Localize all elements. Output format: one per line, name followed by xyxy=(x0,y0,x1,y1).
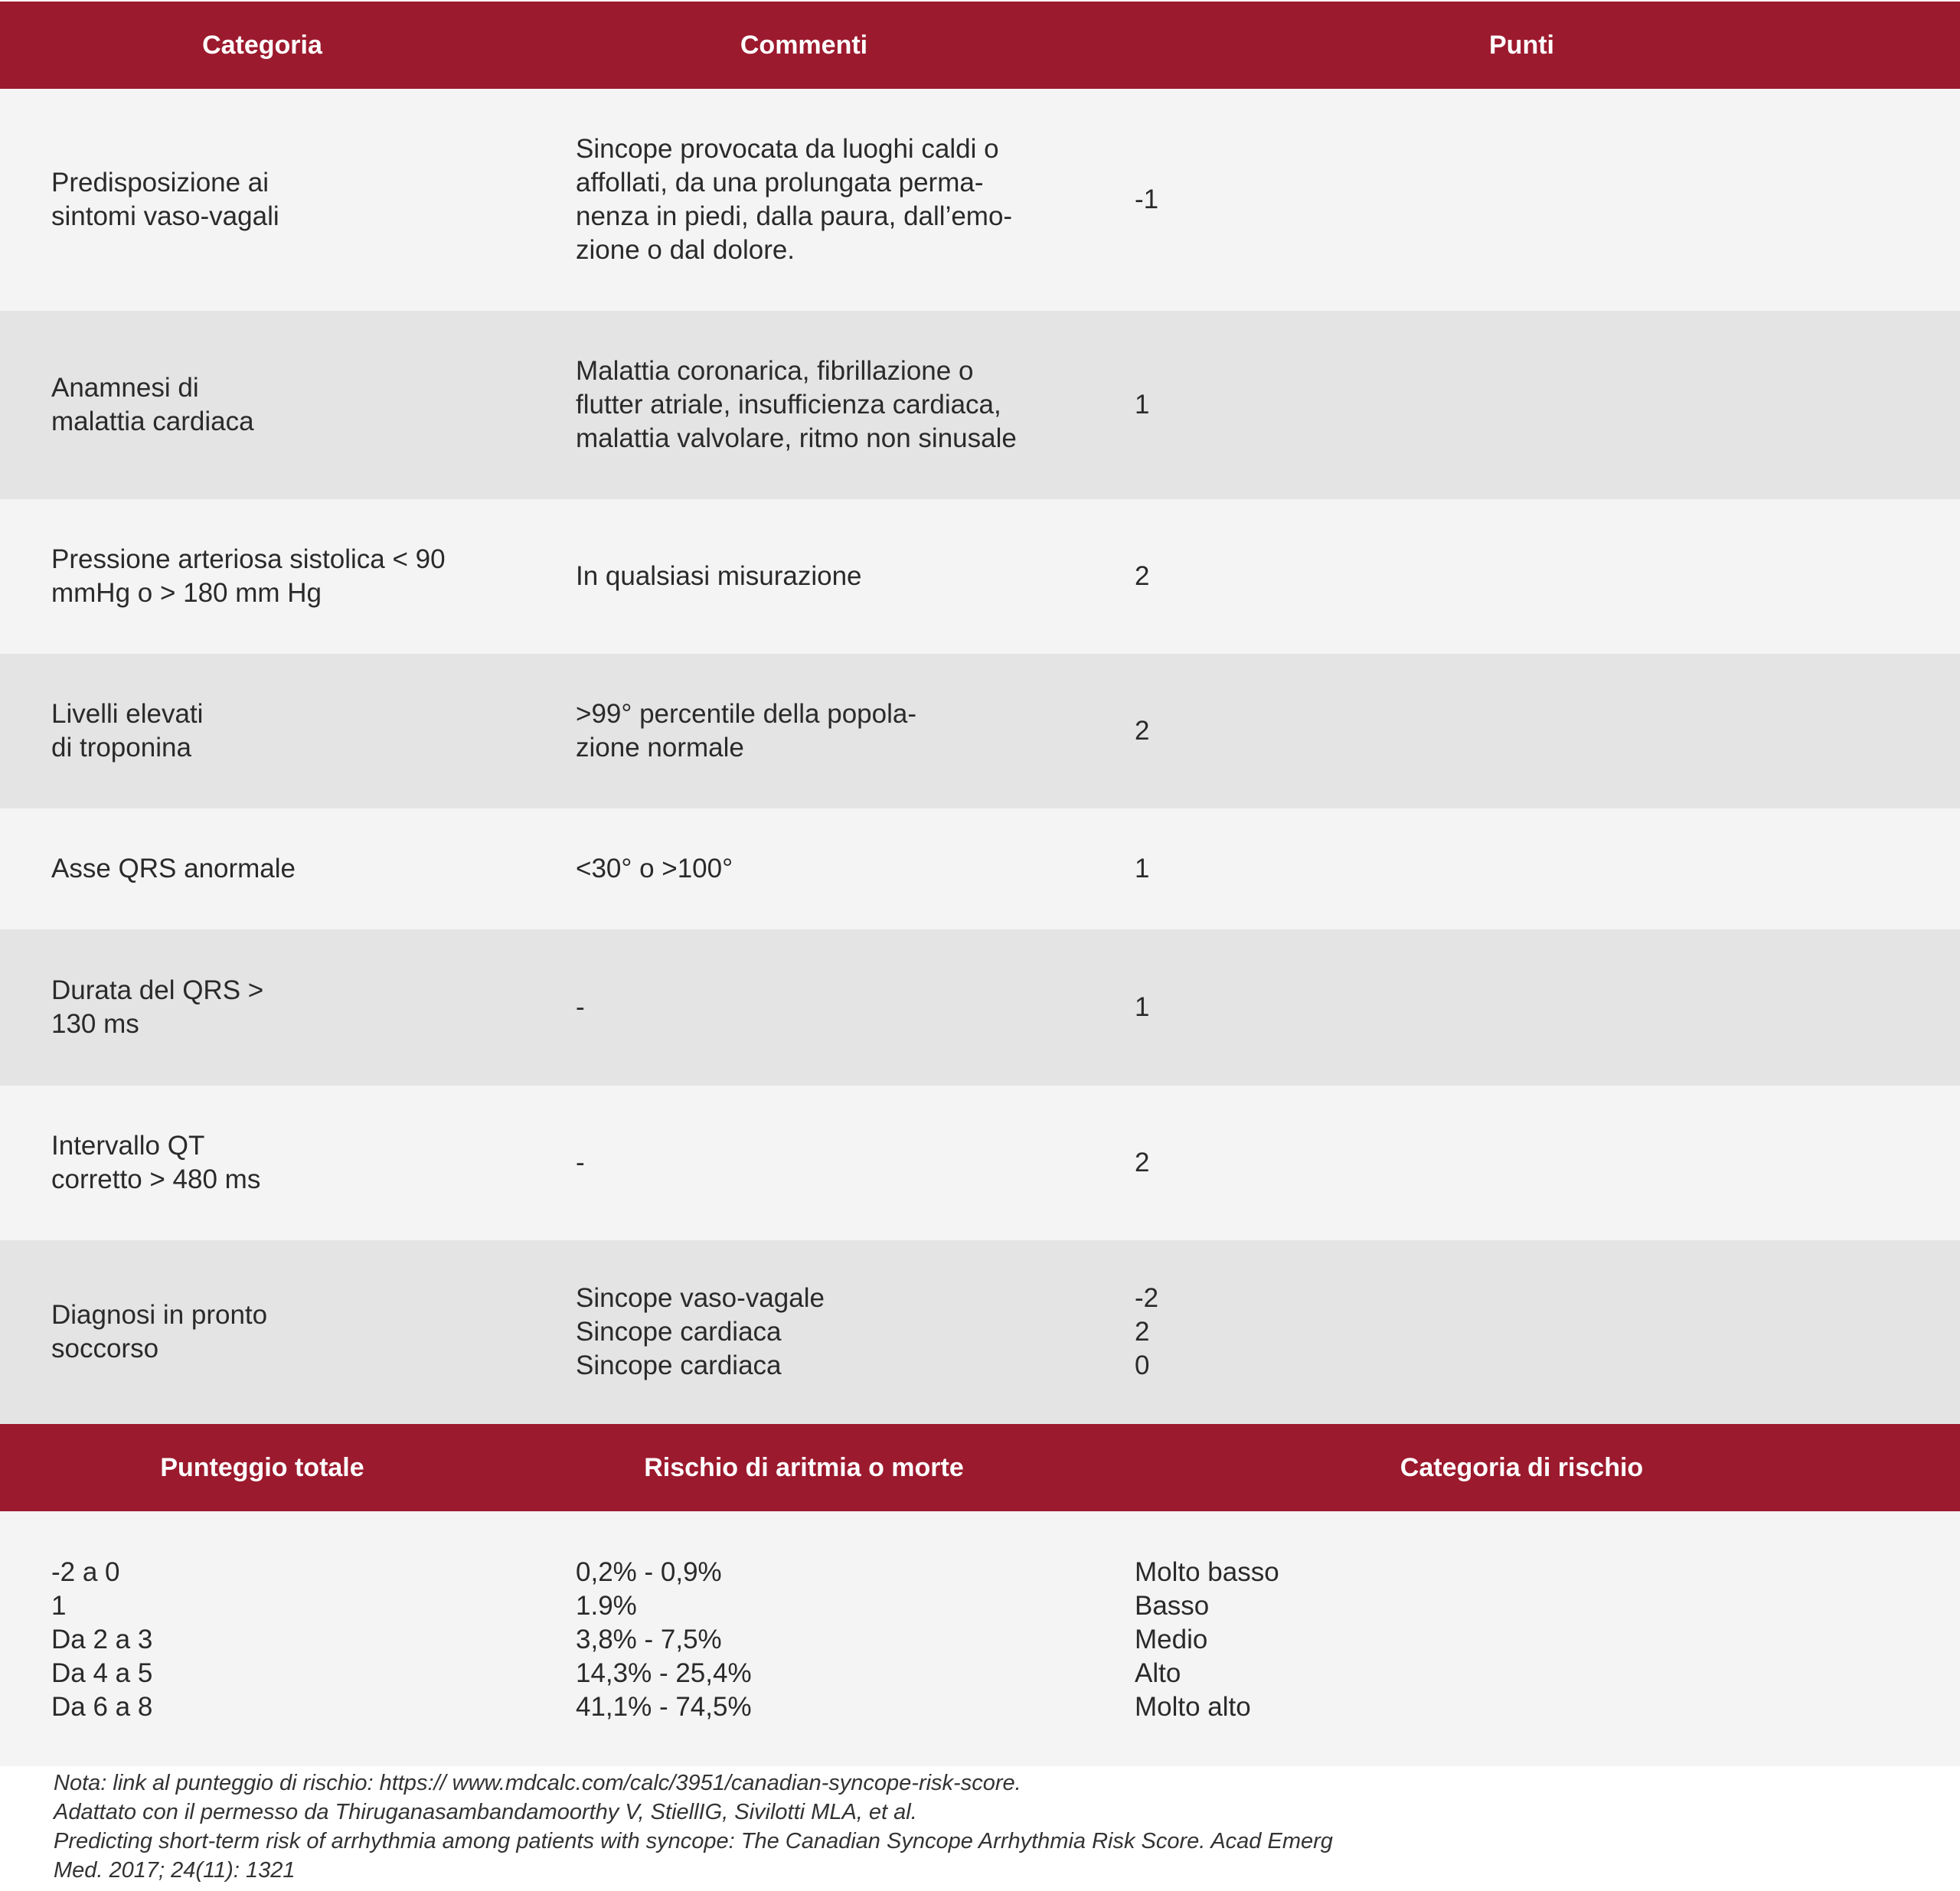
row-comment xyxy=(576,1282,1050,1383)
main-table-header xyxy=(0,2,1960,89)
header-risk: Rischio di aritmia o morte xyxy=(644,1452,964,1482)
row-comment-line: In qualsiasi misurazione xyxy=(576,561,862,591)
score-table-header xyxy=(0,1424,1960,1511)
row-comment-line: Sincope cardiaca xyxy=(576,1350,782,1380)
row-points-line: -1 xyxy=(1135,185,1159,214)
total-score-value: -2 a 0 xyxy=(51,1557,120,1587)
row-category-line: sintomi vaso-vagali xyxy=(51,201,279,231)
risk-category-value: Molto alto xyxy=(1135,1692,1251,1722)
row-category xyxy=(51,371,511,439)
table-row xyxy=(0,808,1960,929)
footnote-line: Adattato con il permesso da Thiruganasambandamoorthy V, StiellIG, Sivilotti MLA, et al. xyxy=(54,1800,917,1824)
row-points-line: 1 xyxy=(1135,992,1150,1022)
row-category-line: Durata del QRS > xyxy=(51,975,264,1005)
table-row xyxy=(0,89,1960,311)
row-category-line: di troponina xyxy=(51,733,191,763)
table-row xyxy=(0,1086,1960,1240)
header-category: Categoria xyxy=(202,30,322,60)
risk-value: 1.9% xyxy=(576,1591,637,1621)
row-comment-line: malattia valvolare, ritmo non sinusale xyxy=(576,423,1017,453)
score-table-body xyxy=(0,1511,1960,1766)
row-comment-line: nenza in piedi, dalla paura, dall’emo- xyxy=(576,201,1013,231)
row-comment-line: >99° percentile della popola- xyxy=(576,699,917,729)
row-points xyxy=(1135,560,1364,593)
table-row xyxy=(0,654,1960,808)
row-points xyxy=(1135,1282,1364,1383)
row-comment xyxy=(576,354,1050,456)
row-points-line: 2 xyxy=(1135,1317,1150,1347)
row-comment-line: affollati, da una prolungata perma- xyxy=(576,168,984,198)
row-category-line: Intervallo QT xyxy=(51,1131,205,1161)
row-comment xyxy=(576,991,1050,1024)
total-score-column xyxy=(51,1556,152,1724)
footnote-line: Nota: link al punteggio di rischio: https:// www.mdcalc.com/calc/3951/canadian-syncope-risk-score. xyxy=(54,1771,1021,1795)
total-score-value: Da 6 a 8 xyxy=(51,1692,153,1722)
row-comment xyxy=(576,560,1050,593)
header-points: Punti xyxy=(1489,30,1554,60)
row-category-line: Predisposizione ai xyxy=(51,168,270,198)
footnotes xyxy=(54,1769,1585,1885)
row-points-line: 1 xyxy=(1135,854,1150,883)
risk-value: 3,8% - 7,5% xyxy=(576,1625,722,1654)
row-comment xyxy=(576,1146,1050,1180)
row-comment-line: Sincope cardiaca xyxy=(576,1317,782,1347)
row-category xyxy=(51,697,511,765)
header-comments: Commenti xyxy=(740,30,868,60)
table-row xyxy=(0,1240,1960,1424)
row-comment-line: Sincope provocata da luoghi caldi o xyxy=(576,134,999,164)
risk-value: 14,3% - 25,4% xyxy=(576,1658,752,1688)
row-comment-line: zione o dal dolore. xyxy=(576,235,795,265)
row-comment xyxy=(576,852,1050,886)
row-points xyxy=(1135,1146,1364,1180)
header-risk-category: Categoria di rischio xyxy=(1400,1452,1644,1482)
header-total-score: Punteggio totale xyxy=(160,1452,364,1482)
row-comment-line: - xyxy=(576,1148,585,1177)
row-points xyxy=(1135,991,1364,1024)
row-comment xyxy=(576,697,1050,765)
row-comment-line: Sincope vaso-vagale xyxy=(576,1283,825,1313)
row-comment-line: flutter atriale, insufficienza cardiaca, xyxy=(576,390,1001,420)
row-points-line: 2 xyxy=(1135,1148,1150,1177)
row-comment-line: zione normale xyxy=(576,733,744,763)
risk-column xyxy=(576,1556,752,1724)
row-category-line: Livelli elevati xyxy=(51,699,204,729)
row-points-line: 2 xyxy=(1135,561,1150,591)
risk-category-value: Medio xyxy=(1135,1625,1208,1654)
table-row xyxy=(0,929,1960,1086)
row-points xyxy=(1135,852,1364,886)
row-category-line: soccorso xyxy=(51,1334,159,1364)
risk-value: 41,1% - 74,5% xyxy=(576,1692,752,1722)
row-category xyxy=(51,1298,511,1366)
row-points xyxy=(1135,183,1364,217)
total-score-value: Da 4 a 5 xyxy=(51,1658,153,1688)
row-category-line: Pressione arteriosa sistolica < 90 xyxy=(51,544,446,574)
row-category xyxy=(51,1129,511,1197)
risk-category-value: Molto basso xyxy=(1135,1557,1279,1587)
row-points-line: 2 xyxy=(1135,716,1150,746)
risk-category-column xyxy=(1135,1556,1279,1724)
risk-category-value: Basso xyxy=(1135,1591,1210,1621)
row-comment xyxy=(576,132,1050,267)
row-category-line: malattia cardiaca xyxy=(51,407,254,436)
row-category-line: Diagnosi in pronto xyxy=(51,1300,268,1330)
row-points-line: 1 xyxy=(1135,390,1150,420)
row-category-line: Anamnesi di xyxy=(51,373,199,403)
row-category xyxy=(51,166,511,234)
footnote-line: Predicting short-term risk of arrhythmia among patients with syncope: The Canadian Syncope Arrhythmia Risk Score. Acad Emerg xyxy=(54,1829,1333,1853)
table-row xyxy=(0,499,1960,654)
row-category xyxy=(51,852,511,886)
row-category-line: 130 ms xyxy=(51,1009,139,1039)
row-comment-line: Malattia coronarica, fibrillazione o xyxy=(576,356,974,386)
row-comment-line: - xyxy=(576,992,585,1022)
footnote-line: Med. 2017; 24(11): 1321 xyxy=(54,1858,296,1883)
row-category-line: corretto > 480 ms xyxy=(51,1164,261,1194)
row-points-line: -2 xyxy=(1135,1283,1159,1313)
row-points xyxy=(1135,388,1364,422)
row-category xyxy=(51,974,511,1041)
row-category xyxy=(51,543,511,610)
row-category-line: mmHg o > 180 mm Hg xyxy=(51,578,322,608)
risk-category-value: Alto xyxy=(1135,1658,1181,1688)
row-category-line: Asse QRS anormale xyxy=(51,854,296,883)
row-points xyxy=(1135,714,1364,748)
table-row xyxy=(0,311,1960,499)
row-points-line: 0 xyxy=(1135,1350,1150,1380)
row-comment-line: <30° o >100° xyxy=(576,854,733,883)
total-score-value: Da 2 a 3 xyxy=(51,1625,153,1654)
total-score-value: 1 xyxy=(51,1591,67,1621)
risk-value: 0,2% - 0,9% xyxy=(576,1557,722,1587)
